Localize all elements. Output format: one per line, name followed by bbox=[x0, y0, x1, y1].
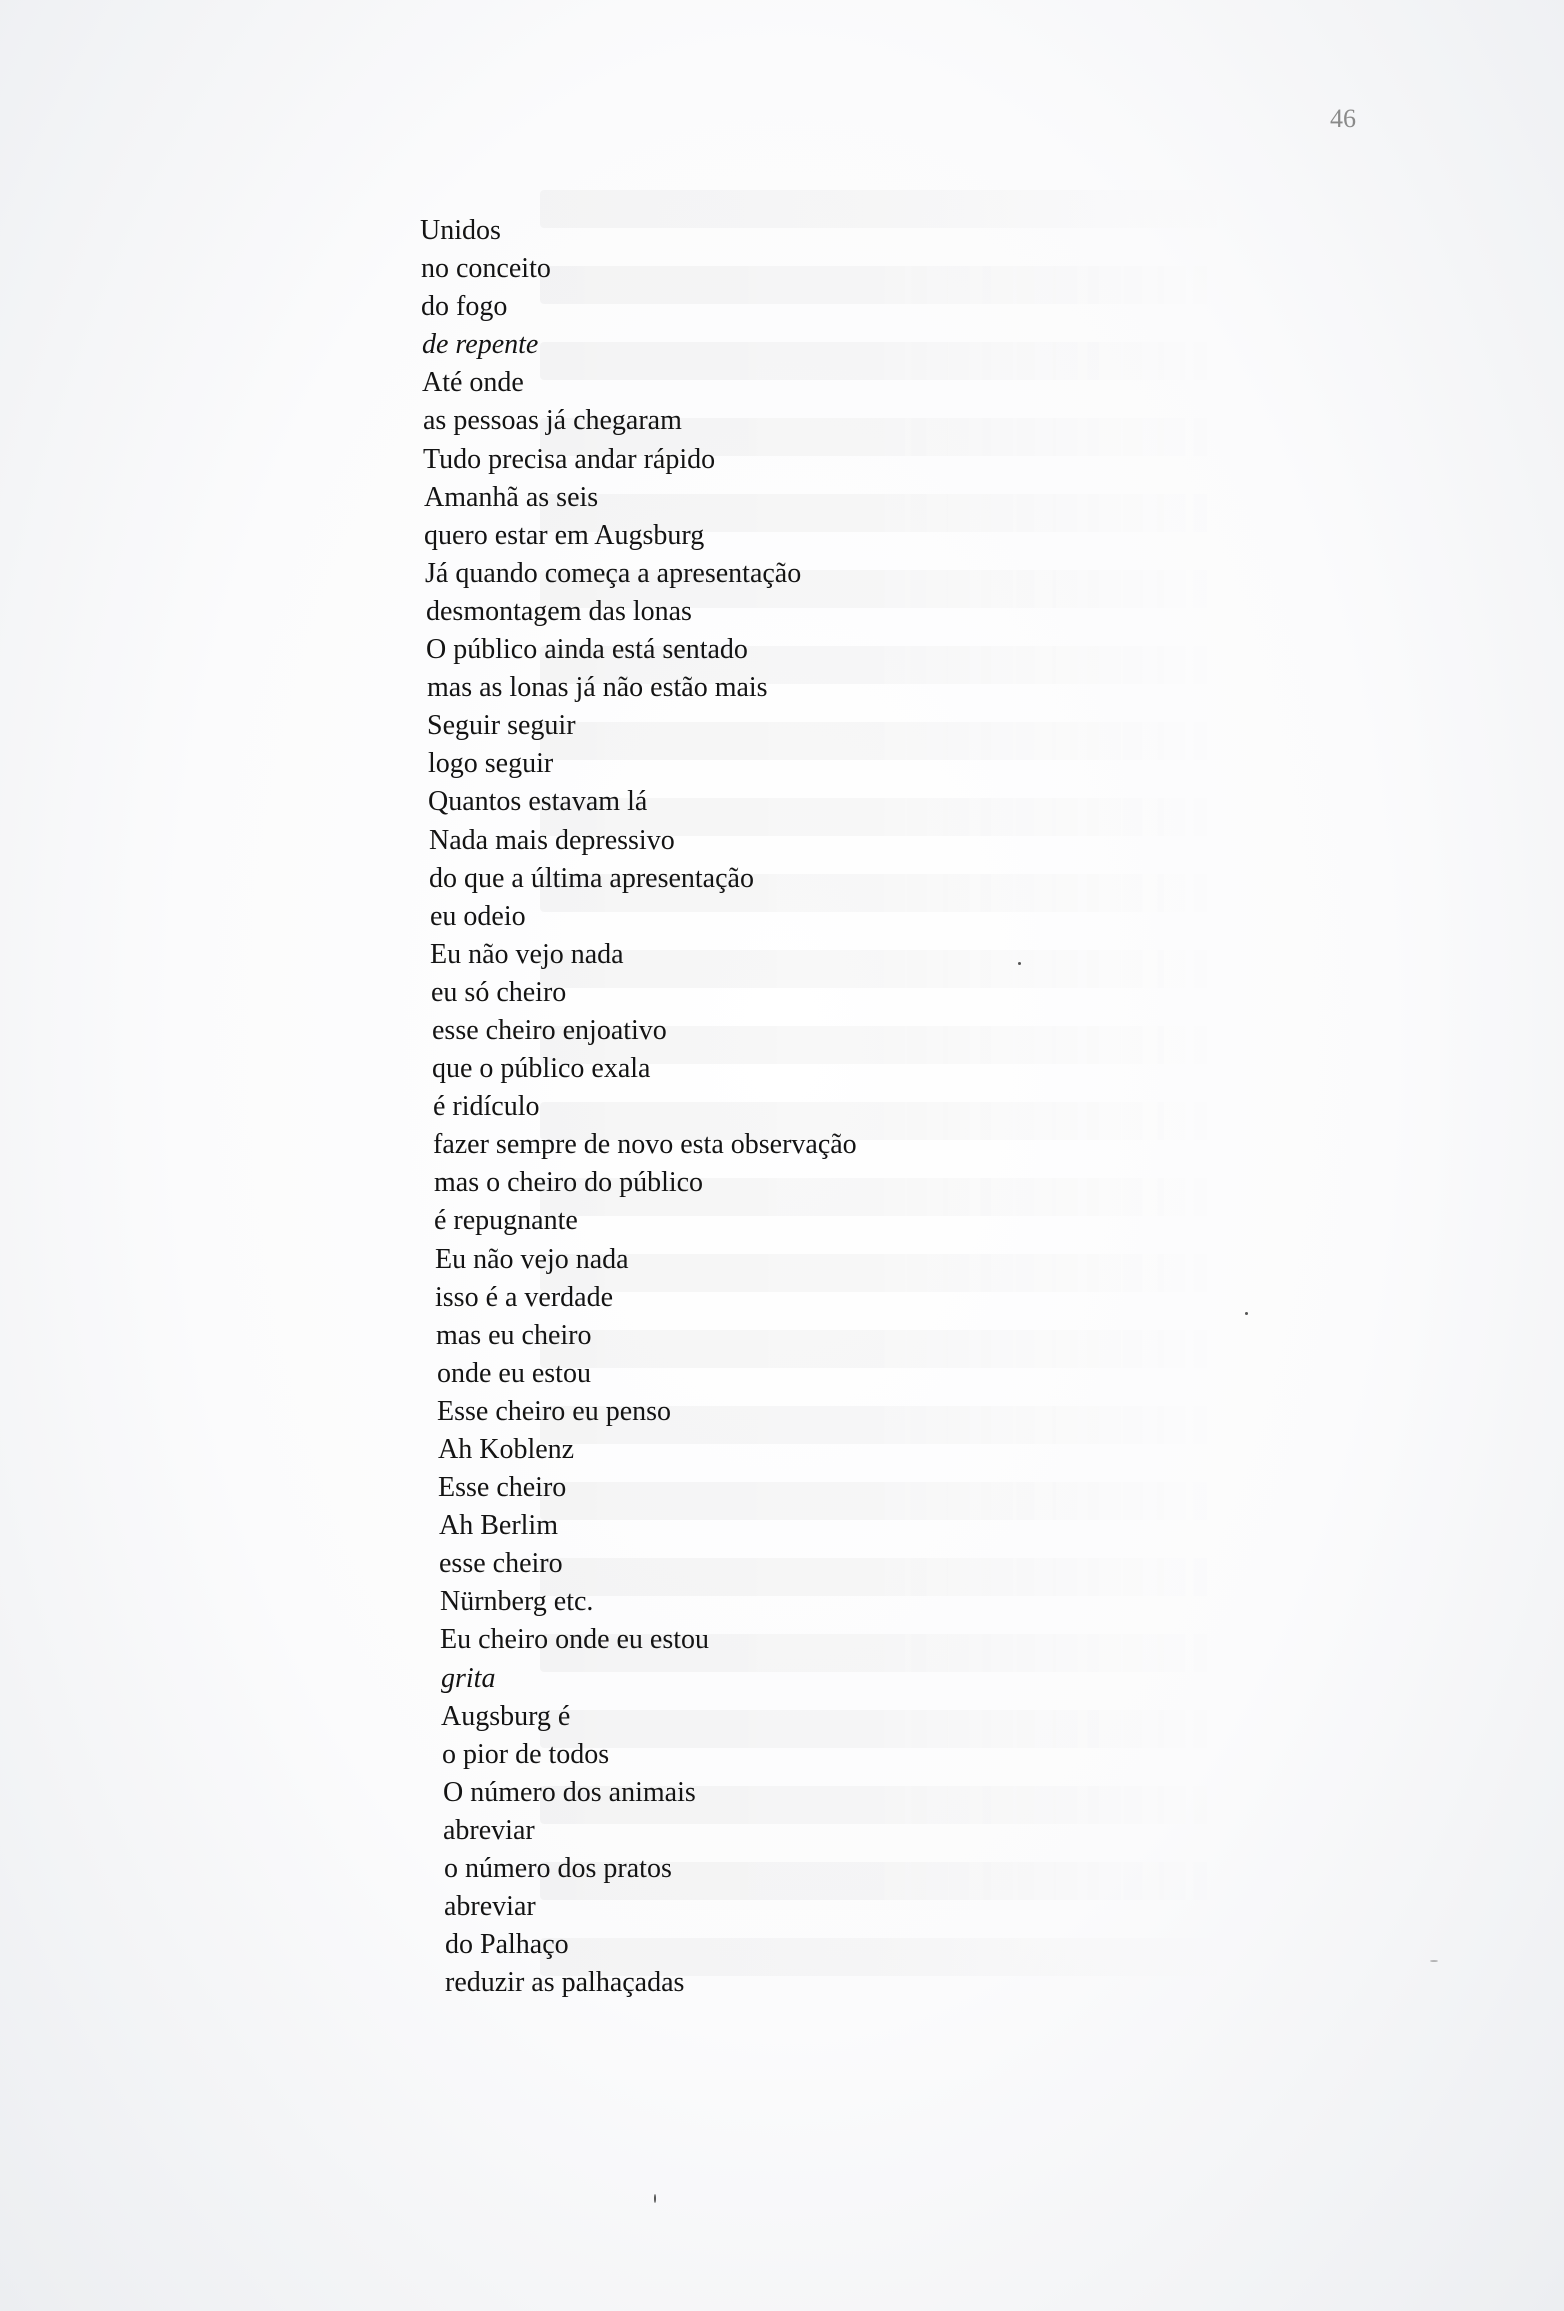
poem-text bbox=[420, 212, 1320, 2002]
poem-line: mas as lonas já não estão mais bbox=[427, 672, 768, 704]
poem-line: mas o cheiro do público bbox=[434, 1167, 704, 1199]
poem-line: esse cheiro bbox=[439, 1548, 563, 1580]
poem-line: é repugnante bbox=[434, 1205, 578, 1237]
poem-line: do Palhaço bbox=[445, 1929, 569, 1961]
poem-line: que o público exala bbox=[432, 1053, 651, 1085]
poem-line: Ah Koblenz bbox=[438, 1434, 575, 1465]
poem-line: Ah Berlim bbox=[439, 1510, 558, 1542]
poem-line: esse cheiro enjoativo bbox=[432, 1014, 667, 1046]
poem-line: do fogo bbox=[421, 291, 508, 323]
poem-line: as pessoas já chegaram bbox=[423, 405, 682, 437]
poem-line: fazer sempre de novo esta observação bbox=[433, 1129, 857, 1161]
poem-line: do que a última apresentação bbox=[429, 862, 754, 894]
paper-speck bbox=[1430, 1960, 1438, 1962]
poem-line: Seguir seguir bbox=[427, 710, 576, 742]
poem-line: isso é a verdade bbox=[435, 1281, 614, 1313]
poem-line: no conceito bbox=[421, 253, 551, 285]
page-number: 46 bbox=[1330, 104, 1356, 133]
poem-line: abreviar bbox=[443, 1814, 535, 1846]
poem-line: o número dos pratos bbox=[444, 1853, 672, 1885]
poem-line: eu só cheiro bbox=[431, 976, 567, 1008]
poem-line: Esse cheiro bbox=[438, 1472, 567, 1504]
paper-speck bbox=[654, 2194, 656, 2203]
poem-line: onde eu estou bbox=[437, 1357, 591, 1389]
poem-line: grita bbox=[441, 1662, 496, 1694]
poem-line: O público ainda está sentado bbox=[426, 634, 748, 666]
poem-line: de repente bbox=[422, 329, 539, 361]
poem-line: Quantos estavam lá bbox=[428, 786, 648, 818]
poem-line: Já quando começa a apresentação bbox=[425, 557, 802, 589]
poem-line: abreviar bbox=[444, 1891, 536, 1923]
poem-line: Nada mais depressivo bbox=[429, 824, 675, 856]
poem-line: o pior de todos bbox=[442, 1738, 610, 1770]
poem-line: desmontagem das lonas bbox=[426, 595, 692, 627]
poem-line: Unidos bbox=[420, 215, 501, 246]
poem-line: mas eu cheiro bbox=[436, 1319, 592, 1351]
poem-line: Esse cheiro eu penso bbox=[437, 1395, 672, 1427]
poem-line: Eu cheiro onde eu estou bbox=[440, 1624, 710, 1656]
poem-line: é ridículo bbox=[433, 1091, 540, 1123]
poem-line: eu odeio bbox=[430, 900, 526, 932]
poem-line: Até onde bbox=[422, 367, 524, 399]
paper-speck bbox=[1018, 962, 1021, 965]
poem-line: reduzir as palhaçadas bbox=[445, 1967, 685, 1999]
poem-line: quero estar em Augsburg bbox=[424, 519, 705, 551]
paper-speck bbox=[1245, 1312, 1248, 1315]
poem-line: Augsburg é bbox=[441, 1700, 571, 1732]
poem-line: logo seguir bbox=[428, 748, 554, 780]
poem-line: Nürnberg etc. bbox=[440, 1586, 594, 1618]
poem-line: Eu não vejo nada bbox=[435, 1243, 629, 1275]
poem-line: Amanhã as seis bbox=[424, 481, 599, 513]
poem-line: Eu não vejo nada bbox=[430, 938, 624, 970]
poem-line: O número dos animais bbox=[443, 1776, 696, 1808]
poem-line: Tudo precisa andar rápido bbox=[423, 443, 716, 475]
